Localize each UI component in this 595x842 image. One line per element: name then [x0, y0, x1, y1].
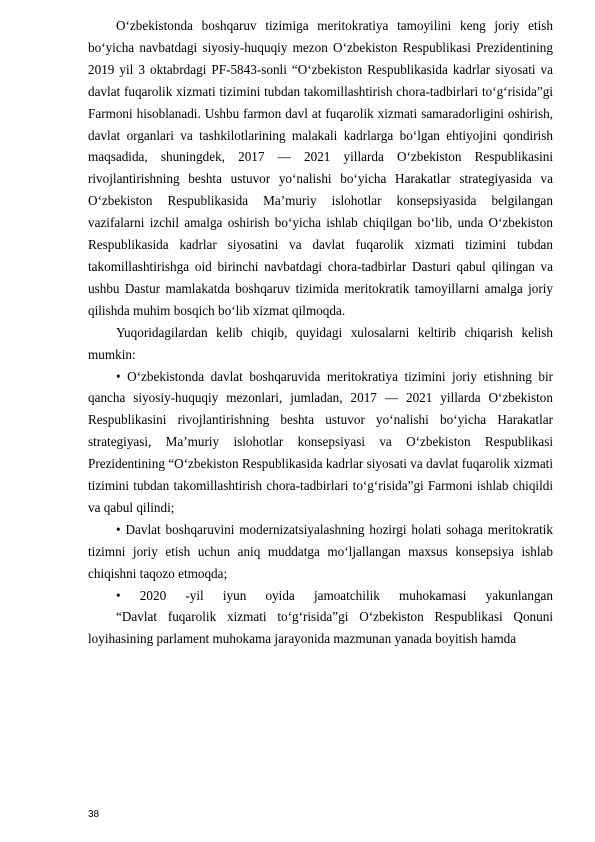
bullet-public-discussion: • 2020 -yil iyun oyida jamoatchilik muhokamasi yakunlangan: [116, 587, 553, 603]
paragraph-civil-service-law: “Davlat fuqarolik xizmati to‘g‘risida”gi O‘zbekiston Respublikasi Qonuni loyihasining parlament muhokama jarayonida mazmunan yanada boyitish hamda: [88, 609, 553, 647]
bullet-modernization: • Davlat boshqaruvini modernizatsiyalashning hozirgi holati sohaga meritokratik tizimni joriy etish uchun aniq muddatga mo‘ljallangan maxsus konsepsiya ishlab chiqishni taqozo etmoqda;: [88, 521, 553, 581]
body-text: [88, 15, 553, 650]
bullet-legal-criteria: • O‘zbekistonda davlat boshqaruvida meritokratiya tizimini joriy etishning bir qancha siyosiy-huquqiy mezonlari, jumladan, 2017 — 2021 yillarda O‘zbekiston Respublikasini rivojlantirishning beshta ustuvor yo‘nalishi bo‘yicha Harakatlar strategiyasi, Ma’muriy islohotlar konsepsiyasi va O‘zbekiston Respublikasi Prezidentining “O‘zbekiston Respublikasida kadrlar siyosati va davlat fuqarolik xizmati tizimini tubdan takomillashtirish chora-tadbirlari to‘g‘risida”gi Farmoni ishlab chiqildi va qabul qilindi;: [88, 368, 553, 515]
paragraph-conclusions-intro: Yuqoridagilardan kelib chiqib, quyidagi xulosalarni keltirib chiqarish kelish mumkin:: [88, 324, 553, 362]
paragraph-meritocracy-decree: O‘zbekistonda boshqaruv tizimiga meritokratiya tamoyilini keng joriy etish bo‘yicha navbatdagi siyosiy-huquqiy mezon O‘zbekiston Respublikasi Prezidentining 2019 yil 3 oktabrdagi PF-5843-sonli “O‘zbekiston Respublikasida kadrlar siyosati va davlat fuqarolik xizmati tizimini tubdan takomillashtirish chora-tadbirlari to‘g‘risida”gi Farmoni hisoblanadi. Ushbu farmon davl at fuqarolik xizmati samaradorligini oshirish, davlat organlari va tashkilotlarining malakali kadrlarga bo‘lgan ehtiyojini qondirish maqsadida, shuningdek, 2017 — 2021 yillarda O‘zbekiston Respublikasini rivojlantirishning beshta ustuvor yo‘nalishi bo‘yicha Harakatlar strategiyasida va O‘zbekiston Respublikasida Ma’muriy islohotlar konsepsiyasida belgilangan vazifalarni izchil amalga oshirish bo‘yicha ishlab chiqilgan bo‘lib, unda O‘zbekiston Respublikasida kadrlar siyosatini va davlat fuqarolik xizmati tizimini tubdan takomillashtirishga oid birinchi navbatdagi chora-tadbirlar Dasturi qabul qilingan va ushbu Dastur mamlakatda boshqaruv tizimida meritokratik tamoyillarni amalga joriy qilishda muhim bosqich bo‘lib xizmat qilmoqda.: [88, 18, 553, 318]
page-number: 38: [88, 809, 100, 820]
